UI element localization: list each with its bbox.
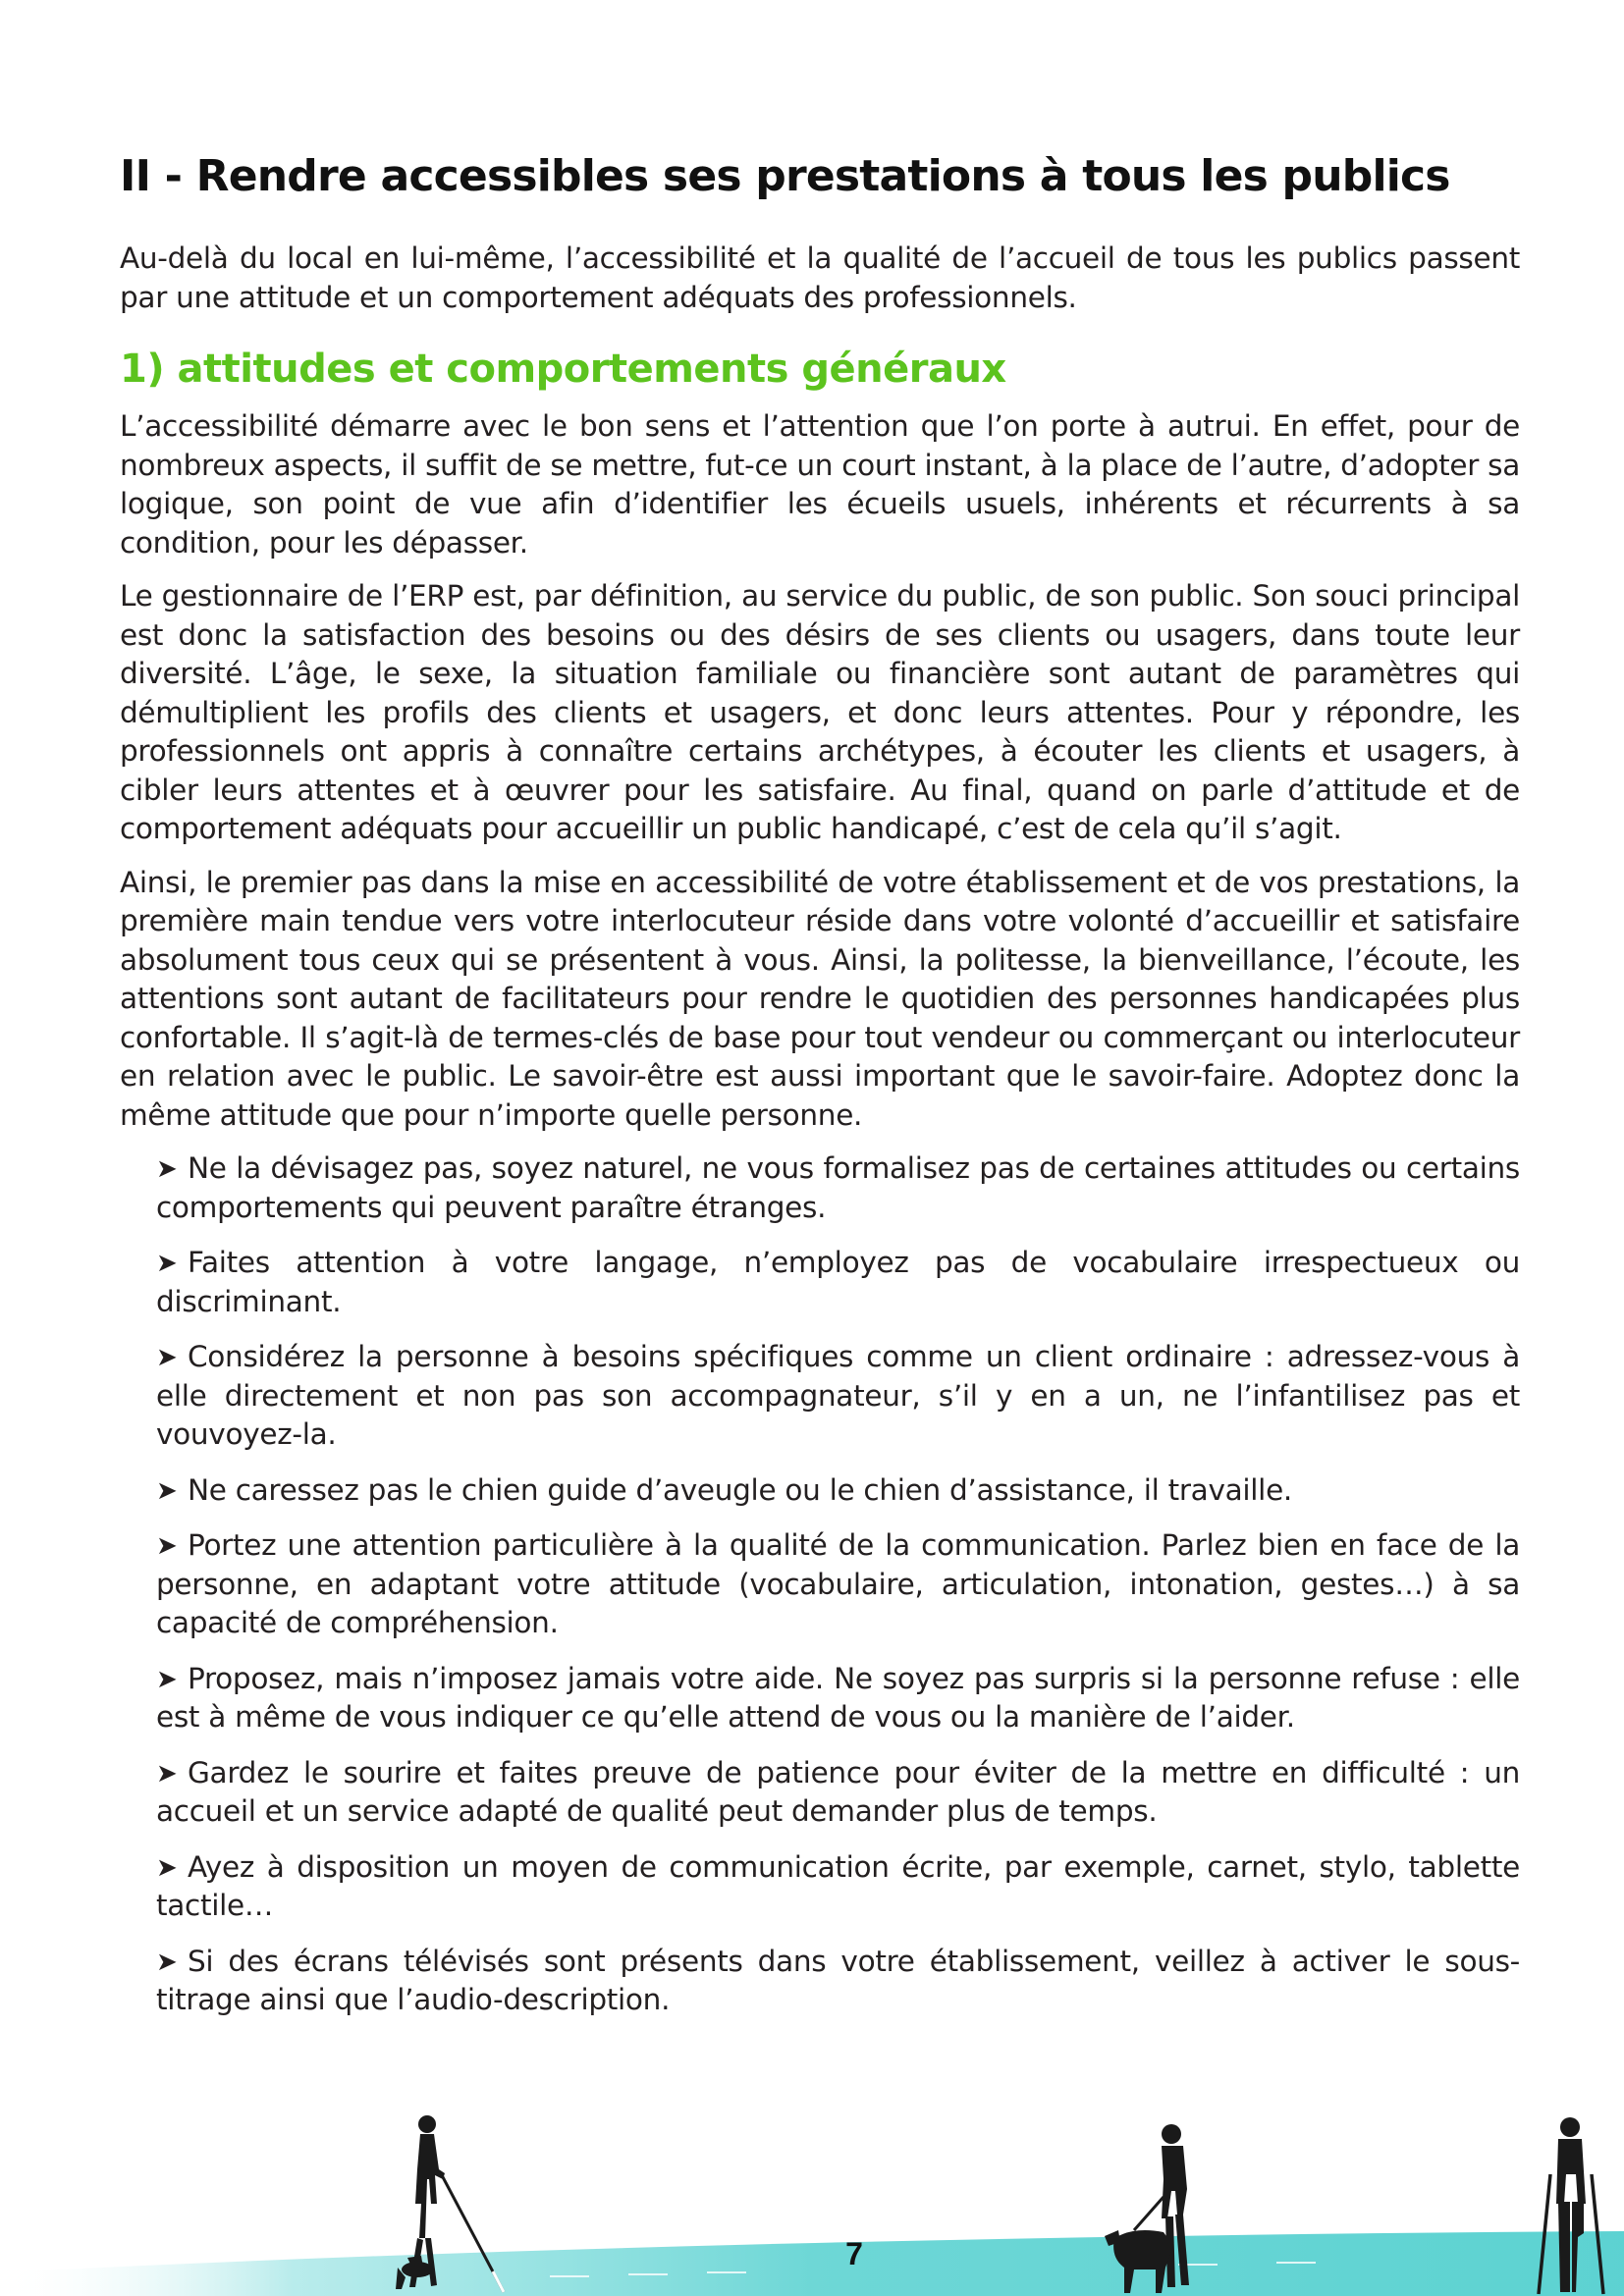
list-item-text: Portez une attention particulière à la qualité de la communication. Parlez bien en face de la personne, en adaptant votre attitude (vocabulaire, articulation, intonation, gestes…) à sa capacité de compréhension. xyxy=(156,1528,1520,1639)
chevron-right-icon: ➤ xyxy=(156,1343,178,1372)
list-item xyxy=(120,1754,1520,1832)
list-item-text: Considérez la personne à besoins spécifiques comme un client ordinaire : adressez-vous à elle directement et non pas son accompagnateur, s’il y en a un, ne l’infantilisez pas et vouvoyez-la. xyxy=(156,1340,1520,1451)
list-item xyxy=(120,1471,1520,1511)
list-item-text: Proposez, mais n’imposez jamais votre aide. Ne soyez pas surpris si la personne refuse : elle est à même de vous indiquer ce qu’elle attend de vous ou la manière de l’aider. xyxy=(156,1661,1520,1734)
man-with-guide-dog-icon xyxy=(1105,2120,1222,2296)
list-item-text: Gardez le sourire et faites preuve de patience pour éviter de la mettre en difficulté : un accueil et un service adapté de qualité peut demander plus de temps. xyxy=(156,1755,1520,1828)
chevron-right-icon: ➤ xyxy=(156,1947,178,1977)
page-content xyxy=(120,147,1520,2037)
chevron-right-icon: ➤ xyxy=(156,1758,178,1789)
woman-with-white-cane-icon xyxy=(388,2110,525,2296)
intro-paragraph: Au-delà du local en lui-même, l’accessibilité et la qualité de l’accueil de tous les publics passent par une attitude et un comportement adéquats des professionnels. xyxy=(120,241,1520,314)
page-heading: II - Rendre accessibles ses prestations à tous les publics xyxy=(120,151,1450,201)
list-item xyxy=(120,1338,1520,1455)
list-item xyxy=(120,1526,1520,1643)
list-item-text: Ne caressez pas le chien guide d’aveugle ou le chien d’assistance, il travaille. xyxy=(188,1472,1293,1507)
chevron-right-icon: ➤ xyxy=(156,1664,178,1694)
section-paragraph: L’accessibilité démarre avec le bon sens et l’attention que l’on porte à autrui. En effet, pour de nombreux aspects, il suffit de se mettre, fut-ce un court instant, à la place de l’autre, d’adopter sa logique, son point de vue afin d’identifier les écueils usuels, inhérents et récurrents à sa condition, pour les dépasser. xyxy=(120,409,1520,560)
chevron-right-icon: ➤ xyxy=(156,1154,178,1184)
list-item-text: Faites attention à votre langage, n’employez pas de vocabulaire irrespectueux ou discriminant. xyxy=(156,1246,1520,1318)
page-number: 7 xyxy=(845,2236,863,2271)
list-item xyxy=(120,1660,1520,1737)
chevron-right-icon: ➤ xyxy=(156,1852,178,1883)
man-with-crutches-icon xyxy=(1527,2115,1615,2296)
list-item xyxy=(120,1848,1520,1926)
list-item-text: Ayez à disposition un moyen de communication écrite, par exemple, carnet, stylo, tablette tactile… xyxy=(156,1849,1520,1922)
list-item-text: Ne la dévisagez pas, soyez naturel, ne vous formalisez pas de certaines attitudes ou certains comportements qui peuvent paraître étranges. xyxy=(156,1151,1520,1224)
chevron-right-icon: ➤ xyxy=(156,1249,178,1278)
list-item xyxy=(120,1244,1520,1321)
section-paragraph: Le gestionnaire de l’ERP est, par définition, au service du public, de son public. Son souci principal est donc la satisfaction des besoins ou des désirs de ses clients ou usagers, dans toute leur diversité. L’âge, le sexe, la situation familiale ou financière sont autant de paramètres qui démultiplient les profils des clients et usagers, et donc leurs attentes. Pour y répondre, les professionnels ont appris à connaître certains archétypes, à écouter les clients et usagers, à cibler leurs attentes et à œuvrer pour les satisfaire. Au final, quand on parle d’attitude et de comportement adéquats pour accueillir un public handicapé, c’est de cela qu’il s’agit. xyxy=(120,579,1520,845)
list-item xyxy=(120,1149,1520,1227)
list-item-text: Si des écrans télévisés sont présents dans votre établissement, veillez à activer le sous-titrage ainsi que l’audio-description. xyxy=(156,1944,1520,2016)
advice-list xyxy=(120,1149,1520,2020)
chevron-right-icon: ➤ xyxy=(156,1475,178,1506)
chevron-right-icon: ➤ xyxy=(156,1531,178,1561)
section-paragraph: Ainsi, le premier pas dans la mise en accessibilité de votre établissement et de vos prestations, la première main tendue vers votre interlocuteur réside dans votre volonté d’accueillir et satisfaire absolument tous ceux qui se présentent à vous. Ainsi, la politesse, la bienveillance, l’écoute, les attentions sont autant de facilitateurs pour rendre le quotidien des personnes handicapées plus confortable. Il s’agit-là de termes-clés de base pour tout vendeur ou commerçant ou interlocuteur en relation avec le public. Le savoir-être est aussi important que le savoir-faire. Adoptez donc la même attitude que pour n’importe quelle personne. xyxy=(120,865,1520,1132)
footer-gradient-band xyxy=(0,2214,1624,2296)
list-item xyxy=(120,1943,1520,2020)
section-title: 1) attitudes et comportements généraux xyxy=(120,347,1006,392)
